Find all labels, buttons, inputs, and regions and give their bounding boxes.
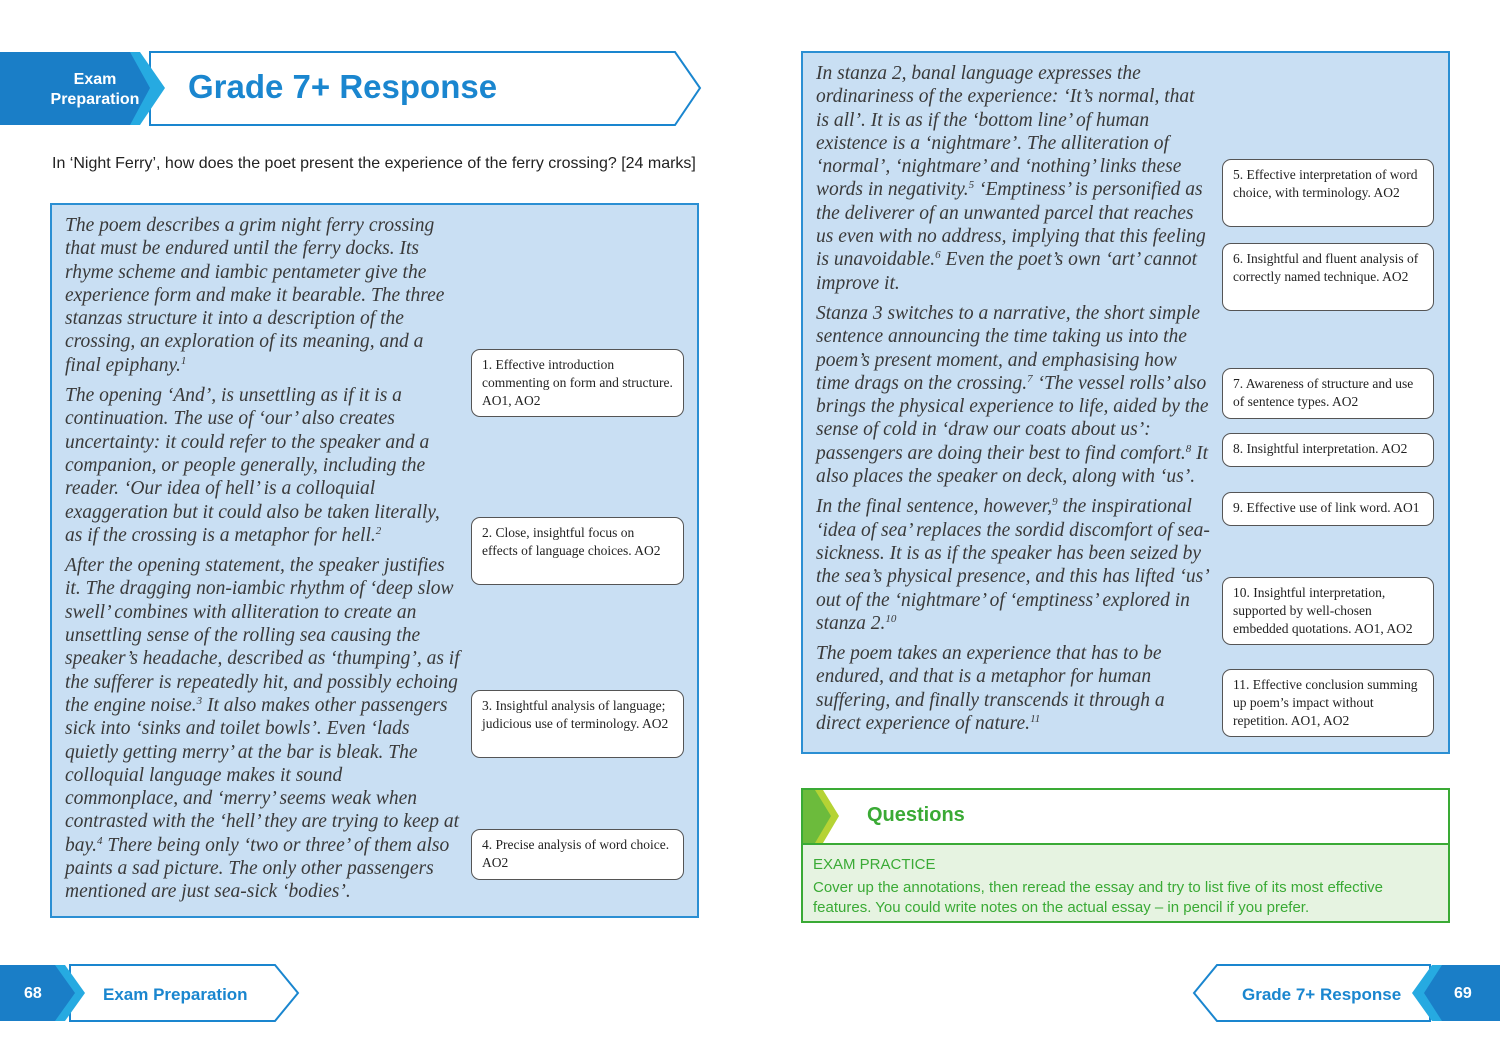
essay-text: The opening ‘And’, is unsettling as if it is a continuation. The use of ‘our’ also creates uncertainty: it could refer to the speaker and a companion, or people generally, including the reader. ‘Our idea of hell’ is a colloquial exaggeration but it could also be taken literally, as if the crossing is a metaphor for hell.	[65, 385, 440, 546]
annotation-4: 4. Precise analysis of word choice. AO2	[471, 829, 684, 880]
section-tab	[40, 70, 150, 110]
annotation-7: 7. Awareness of structure and use of sentence types. AO2	[1222, 368, 1434, 419]
essay-right	[816, 62, 1211, 742]
essay-text: Stanza 3 switches to a narrative, the short simple sentence announcing the time taking us into the poem’s present moment, and emphasising how time drags on the crossing.	[816, 302, 1201, 394]
questions-body: Cover up the annotations, then reread the essay and try to list five of its most effective features. You could write notes on the actual essay – in pencil if you prefer.	[813, 879, 1384, 916]
tab-label: Preparation	[50, 91, 140, 108]
essay-paragraph	[816, 302, 1211, 488]
essay-paragraph	[65, 214, 460, 377]
footnote-marker: 3	[196, 694, 203, 707]
footnote-marker: 1	[180, 354, 187, 367]
essay-text: After the opening statement, the speaker justifies it. The dragging non-iambic rhythm of ‘deep slow swell’ combines with alliteration to create an unsettling sense of the rolling sea causing the speaker’s headache, described as ‘thumping’, as if the sufferer is repeatedly hit, and possibly echoing the engine noise.	[65, 555, 460, 716]
questions-title: Questions	[867, 804, 965, 826]
footnote-marker: 5	[968, 179, 975, 192]
footnote-marker: 9	[1052, 496, 1058, 509]
footnote-marker: 11	[1030, 713, 1041, 726]
questions-box	[801, 788, 1450, 923]
page-number-right: 69	[1454, 985, 1472, 1002]
essay-text: In stanza 2, banal language expresses the ordinariness of the experience: ‘It’s normal, that is all’. It is as if the ‘bottom line’ of human existence is a ‘nightmare’. The alliteration of ‘normal’, ‘nightmare’ and ‘nothing’ links these words in negativity.	[816, 63, 1195, 201]
annotation-9: 9. Effective use of link word. AO1	[1222, 492, 1434, 526]
page-number-left: 68	[24, 985, 42, 1002]
tab-label: Exam	[73, 71, 117, 88]
footnote-marker: 8	[1185, 442, 1192, 455]
annotation-5: 5. Effective interpretation of word choice, with terminology. AO2	[1222, 159, 1434, 227]
essay-left	[65, 214, 460, 911]
annotation-11: 11. Effective conclusion summing up poem’s impact without repetition. AO1, AO2	[1222, 669, 1434, 737]
essay-text: In the final sentence, however,	[816, 496, 1053, 518]
questions-header	[803, 790, 1448, 845]
essay-paragraph	[65, 554, 460, 903]
footnote-marker: 10	[885, 612, 897, 625]
footnote-marker: 2	[375, 524, 382, 537]
question-text: In ‘Night Ferry’, how does the poet present the experience of the ferry crossing? [24 marks]	[52, 155, 696, 172]
essay-text: It also places the speaker on deck, along with ‘us’.	[816, 442, 1209, 488]
questions-tab-icon	[803, 790, 843, 843]
essay-paragraph	[816, 642, 1211, 735]
essay-text: ‘The vessel rolls’ also brings the physical experience to life, aided by the sense of cold in ‘draw our coats about us’: passengers are doing their best to find comfort.	[816, 372, 1209, 464]
annotation-1: 1. Effective introduction commenting on form and structure. AO1, AO2	[471, 349, 684, 417]
essay-text: There being only ‘two or three’ of them also paints a sad picture. The only other passengers mentioned are just sea-sick ‘bodies’.	[65, 834, 450, 903]
footer-right-label: Grade 7+ Response	[1242, 985, 1402, 1004]
footnote-marker: 7	[1027, 372, 1033, 385]
essay-text: the inspirational ‘idea of sea’ replaces the sordid discomfort of sea-sickness. It is as if the speaker has been seized by the sea’s physical presence, and this has lifted ‘us’ out of the ‘nightmare’ of ‘emptiness’ explored in stanza 2.	[816, 496, 1210, 634]
essay-text: ‘Emptiness’ is personified as the deliverer of an unwanted parcel that reaches us even with no address, implying that this feeling is unavoidable.	[816, 179, 1206, 271]
essay-text: The poem describes a grim night ferry crossing that must be endured until the ferry docks. Its rhyme scheme and iambic pentameter give the experience form and make it bearable. The three stanzas structure it into a description of the crossing, an exploration of its meaning, and a final epiphany.	[65, 215, 445, 376]
annotation-2: 2. Close, insightful focus on effects of language choices. AO2	[471, 517, 684, 585]
annotation-3: 3. Insightful analysis of language; judicious use of terminology. AO2	[471, 690, 684, 758]
essay-text: Even the poet’s own ‘art’ cannot improve it.	[816, 249, 1198, 294]
questions-subtitle: EXAM PRACTICE	[813, 856, 936, 873]
footnote-marker: 4	[96, 834, 103, 847]
essay-text: The poem takes an experience that has to be endured, and that is a metaphor for human suffering, and finally transcends it through a direct experience of nature.	[816, 643, 1165, 735]
annotation-10: 10. Insightful interpretation, supported by well-chosen embedded quotations. AO1, AO2	[1222, 577, 1434, 645]
footnote-marker: 6	[935, 249, 941, 262]
essay-paragraph	[816, 62, 1211, 295]
page-title: Grade 7+ Response	[188, 68, 498, 105]
annotation-8: 8. Insightful interpretation. AO2	[1222, 433, 1434, 467]
annotation-6: 6. Insightful and fluent analysis of correctly named technique. AO2	[1222, 243, 1434, 311]
essay-text: It also makes other passengers sick into ‘sinks and toilet bowls’. Even ‘lads quietly getting merry’ at the bar is bleak. The colloquial language makes it sound commonplace, and ‘merry’ seems weak when contrasted with the ‘hell’ they are trying to keep at bay.	[65, 694, 460, 856]
essay-paragraph	[65, 384, 460, 547]
footer-left-label: Exam Preparation	[103, 985, 248, 1004]
essay-paragraph	[816, 495, 1211, 635]
